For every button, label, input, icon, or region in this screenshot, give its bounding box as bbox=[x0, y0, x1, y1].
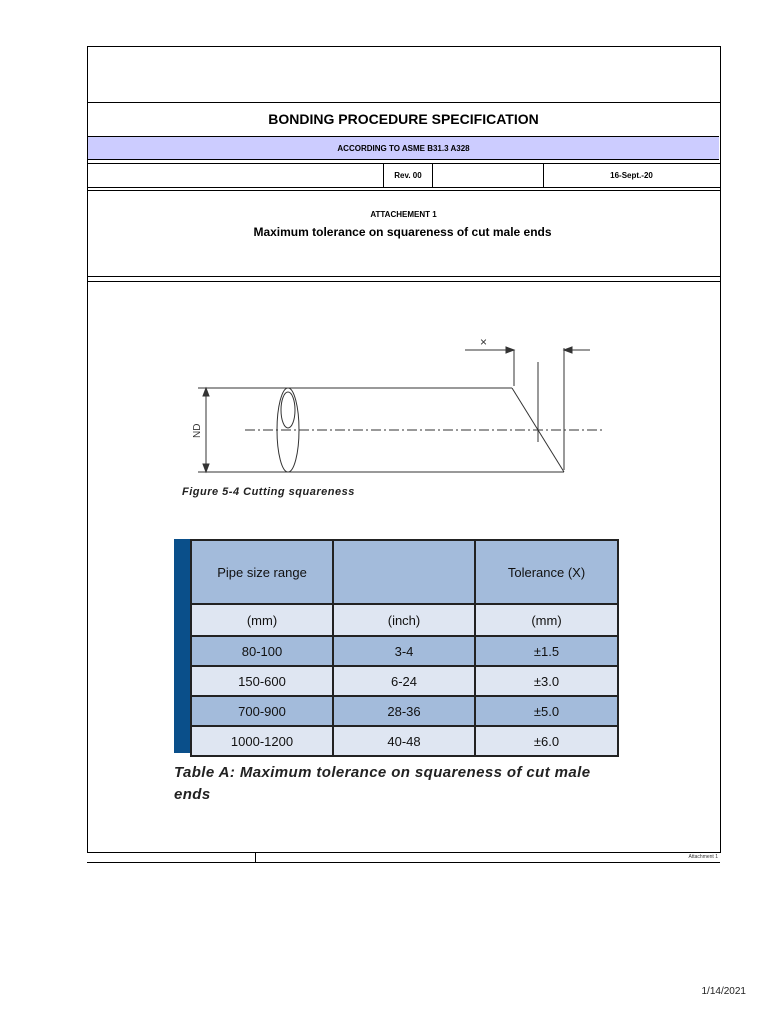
nd-label: ND bbox=[192, 423, 203, 438]
table-cell: 150-600 bbox=[191, 666, 333, 696]
units-cell: (mm) bbox=[191, 604, 333, 636]
nd-arrowhead-top bbox=[203, 388, 209, 396]
table-cell: 3-4 bbox=[333, 636, 475, 666]
document-subtitle: ACCORDING TO ASME B31.3 A328 bbox=[88, 136, 719, 160]
table-caption: Table A: Maximum tolerance on squareness of cut male ends bbox=[174, 764, 591, 803]
table-row bbox=[191, 636, 618, 666]
table-cell: 40-48 bbox=[333, 726, 475, 756]
table-cell: ±3.0 bbox=[475, 666, 618, 696]
table-cell: 700-900 bbox=[191, 696, 333, 726]
header-cell: Tolerance (X) bbox=[475, 540, 618, 604]
table-cell: ±6.0 bbox=[475, 726, 618, 756]
pipe-break-inner bbox=[281, 392, 295, 428]
table-cell: ±5.0 bbox=[475, 696, 618, 726]
rev-label: Rev. 00 bbox=[394, 171, 422, 180]
rev-row-bottom bbox=[87, 187, 720, 188]
x-arrowhead-right bbox=[564, 347, 572, 353]
table-cell: 6-24 bbox=[333, 666, 475, 696]
rev-divider-2 bbox=[432, 163, 433, 187]
table-accent-bar bbox=[174, 539, 190, 753]
attachment-top bbox=[87, 190, 720, 191]
table-cell: 80-100 bbox=[191, 636, 333, 666]
tolerance-table-block bbox=[174, 539, 617, 753]
document-title: BONDING PROCEDURE SPECIFICATION bbox=[268, 111, 539, 127]
table-cell: ±1.5 bbox=[475, 636, 618, 666]
header-cell bbox=[333, 540, 475, 604]
table-row bbox=[191, 666, 618, 696]
tolerance-table bbox=[190, 539, 619, 757]
table-cell: 1000-1200 bbox=[191, 726, 333, 756]
x-arrowhead-left bbox=[506, 347, 514, 353]
footer-line-1 bbox=[87, 852, 720, 853]
x-label: × bbox=[480, 335, 488, 349]
attachment-bottom-1 bbox=[87, 276, 720, 277]
table-units-row bbox=[191, 604, 618, 636]
attachment-bottom-2 bbox=[87, 281, 720, 282]
units-cell: (mm) bbox=[475, 604, 618, 636]
units-cell: (inch) bbox=[333, 604, 475, 636]
table-row bbox=[191, 696, 618, 726]
figure-caption: Figure 5-4 Cutting squareness bbox=[182, 486, 355, 498]
table-cell: 28-36 bbox=[333, 696, 475, 726]
footer-attachment-text: Attachment 1 bbox=[688, 854, 718, 860]
table-header-row bbox=[191, 540, 618, 604]
cutting-squareness-figure bbox=[190, 330, 610, 480]
page-date: 1/14/2021 bbox=[701, 986, 746, 997]
footer-line-2 bbox=[87, 862, 720, 863]
nd-arrowhead-bottom bbox=[203, 464, 209, 472]
attachment-title: Maximum tolerance on squareness of cut male ends bbox=[253, 225, 552, 239]
table-row bbox=[191, 726, 618, 756]
attachment-label: ATTACHEMENT 1 bbox=[370, 210, 437, 219]
header-cell: Pipe size range bbox=[191, 540, 333, 604]
footer-divider bbox=[255, 852, 256, 862]
rev-date: 16-Sept.-20 bbox=[610, 171, 653, 180]
